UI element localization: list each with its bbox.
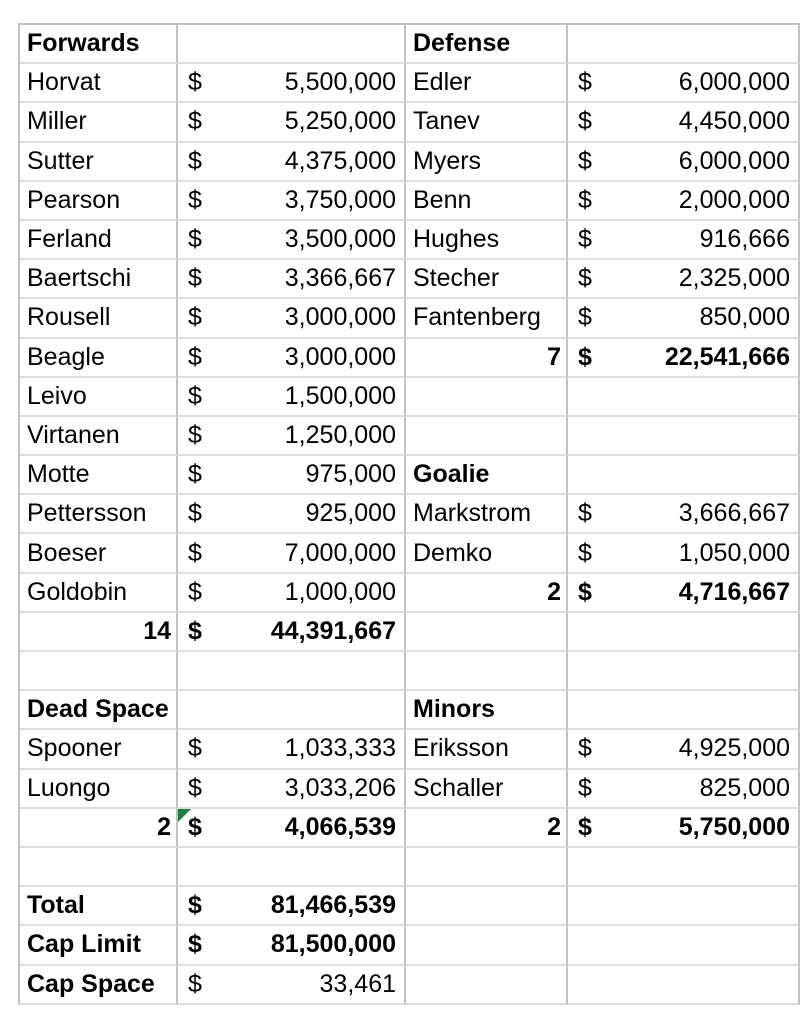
cell-text: Boeser xyxy=(27,538,107,567)
salary-amount: 33,461 xyxy=(319,969,396,998)
player-name-cell[interactable] xyxy=(20,182,178,221)
empty-cell[interactable] xyxy=(568,378,800,417)
player-name-cell[interactable] xyxy=(20,378,178,417)
player-name-cell[interactable] xyxy=(406,534,568,573)
cell-text: Dead Space xyxy=(27,695,169,724)
currency-symbol: $ xyxy=(578,107,592,136)
cell-text: Ferland xyxy=(27,225,112,254)
player-name-cell[interactable] xyxy=(406,143,568,182)
player-name-cell[interactable] xyxy=(406,182,568,221)
salary-amount: 916,666 xyxy=(699,225,790,254)
currency-symbol: $ xyxy=(578,68,592,97)
player-name-cell[interactable] xyxy=(20,221,178,260)
empty-cell[interactable] xyxy=(20,652,178,691)
salary-cell[interactable] xyxy=(178,574,406,613)
cell-text: Miller xyxy=(27,107,87,136)
cell-text: Motte xyxy=(27,460,90,489)
salary-amount: 3,500,000 xyxy=(284,225,396,254)
salary-cell[interactable] xyxy=(178,417,406,456)
salary-amount: 3,000,000 xyxy=(284,303,396,332)
empty-cell[interactable] xyxy=(406,848,568,887)
salary-amount: 81,500,000 xyxy=(270,930,396,959)
salary-amount: 1,500,000 xyxy=(284,381,396,410)
salary-cell[interactable] xyxy=(178,809,406,848)
cell-text: Edler xyxy=(413,68,472,97)
salary-cell[interactable] xyxy=(178,534,406,573)
currency-symbol: $ xyxy=(188,303,202,332)
currency-symbol: $ xyxy=(188,930,202,959)
salary-cell[interactable] xyxy=(178,103,406,142)
empty-cell[interactable] xyxy=(178,691,406,730)
empty-cell[interactable] xyxy=(568,456,800,495)
currency-symbol: $ xyxy=(188,460,202,489)
empty-cell[interactable] xyxy=(568,25,800,64)
section-header-cell[interactable] xyxy=(20,887,178,926)
salary-cell[interactable] xyxy=(178,495,406,534)
count-value: 2 xyxy=(547,577,561,606)
cell-text: Minors xyxy=(413,695,495,724)
salary-cell[interactable] xyxy=(178,613,406,652)
player-name-cell[interactable] xyxy=(20,260,178,299)
currency-symbol: $ xyxy=(188,68,202,97)
cell-text: Myers xyxy=(413,146,482,175)
salary-amount: 2,325,000 xyxy=(678,264,790,293)
currency-symbol: $ xyxy=(188,420,202,449)
salary-amount: 5,250,000 xyxy=(284,107,396,136)
salary-cell[interactable] xyxy=(178,339,406,378)
salary-amount: 4,375,000 xyxy=(284,146,396,175)
currency-symbol: $ xyxy=(578,577,592,606)
player-name-cell[interactable] xyxy=(406,770,568,809)
currency-symbol: $ xyxy=(578,538,592,567)
salary-amount: 850,000 xyxy=(699,303,790,332)
player-name-cell[interactable] xyxy=(406,103,568,142)
salary-amount: 7,000,000 xyxy=(284,538,396,567)
cell-text: Total xyxy=(27,891,85,920)
count-value: 7 xyxy=(547,342,561,371)
player-name-cell[interactable] xyxy=(20,103,178,142)
currency-symbol: $ xyxy=(188,499,202,528)
player-name-cell[interactable] xyxy=(20,456,178,495)
empty-cell[interactable] xyxy=(568,691,800,730)
salary-cell[interactable] xyxy=(178,299,406,338)
player-name-cell[interactable] xyxy=(406,260,568,299)
player-name-cell[interactable] xyxy=(406,730,568,769)
salary-cell[interactable] xyxy=(568,64,800,103)
cell-text: Markstrom xyxy=(413,499,532,528)
salary-cap-sheet xyxy=(18,23,800,1005)
count-total-cell[interactable] xyxy=(406,574,568,613)
currency-symbol: $ xyxy=(188,225,202,254)
currency-symbol: $ xyxy=(188,734,202,763)
salary-amount: 44,391,667 xyxy=(270,616,396,645)
salary-cell[interactable] xyxy=(568,770,800,809)
section-header-cell[interactable] xyxy=(406,691,568,730)
currency-symbol: $ xyxy=(188,969,202,998)
salary-amount: 5,750,000 xyxy=(678,812,790,841)
salary-cell[interactable] xyxy=(178,966,406,1005)
salary-cell[interactable] xyxy=(568,574,800,613)
cell-text: Hughes xyxy=(413,225,500,254)
cell-text: Beagle xyxy=(27,342,105,371)
salary-amount: 1,050,000 xyxy=(678,538,790,567)
currency-symbol: $ xyxy=(188,185,202,214)
empty-cell[interactable] xyxy=(178,848,406,887)
section-header-cell[interactable] xyxy=(20,966,178,1005)
salary-cell[interactable] xyxy=(568,299,800,338)
salary-amount: 81,466,539 xyxy=(270,891,396,920)
player-name-cell[interactable] xyxy=(20,64,178,103)
currency-symbol: $ xyxy=(578,773,592,802)
currency-symbol: $ xyxy=(578,342,592,371)
currency-symbol: $ xyxy=(578,734,592,763)
cell-text: Pettersson xyxy=(27,499,147,528)
empty-cell[interactable] xyxy=(406,966,568,1005)
salary-amount: 3,366,667 xyxy=(284,264,396,293)
salary-amount: 825,000 xyxy=(699,773,790,802)
salary-cell[interactable] xyxy=(568,103,800,142)
salary-amount: 1,250,000 xyxy=(284,420,396,449)
cell-text: Schaller xyxy=(413,773,504,802)
count-total-cell[interactable] xyxy=(20,809,178,848)
empty-cell[interactable] xyxy=(178,25,406,64)
cell-text: Goalie xyxy=(413,460,490,489)
salary-cell[interactable] xyxy=(178,143,406,182)
player-name-cell[interactable] xyxy=(20,417,178,456)
empty-cell[interactable] xyxy=(406,613,568,652)
empty-cell[interactable] xyxy=(406,926,568,965)
count-value: 2 xyxy=(157,812,171,841)
salary-amount: 4,066,539 xyxy=(284,812,396,841)
currency-symbol: $ xyxy=(188,812,202,841)
cell-text: Cap Space xyxy=(27,969,155,998)
salary-amount: 3,750,000 xyxy=(284,185,396,214)
section-header-cell[interactable] xyxy=(406,456,568,495)
salary-cell[interactable] xyxy=(568,495,800,534)
player-name-cell[interactable] xyxy=(406,495,568,534)
cell-text: Demko xyxy=(413,538,493,567)
cell-text: Forwards xyxy=(27,29,140,58)
currency-symbol: $ xyxy=(188,107,202,136)
player-name-cell[interactable] xyxy=(20,495,178,534)
empty-cell[interactable] xyxy=(568,417,800,456)
empty-cell[interactable] xyxy=(406,378,568,417)
salary-amount: 4,716,667 xyxy=(678,577,790,606)
currency-symbol: $ xyxy=(578,264,592,293)
cell-text: Fantenberg xyxy=(413,303,541,332)
salary-cell[interactable] xyxy=(568,809,800,848)
salary-amount: 5,500,000 xyxy=(284,68,396,97)
currency-symbol: $ xyxy=(578,225,592,254)
currency-symbol: $ xyxy=(188,342,202,371)
salary-amount: 4,925,000 xyxy=(678,734,790,763)
section-header-cell[interactable] xyxy=(406,25,568,64)
empty-cell[interactable] xyxy=(568,848,800,887)
spreadsheet-grid xyxy=(18,23,800,1005)
currency-symbol: $ xyxy=(578,499,592,528)
currency-symbol: $ xyxy=(578,146,592,175)
salary-cell[interactable] xyxy=(178,221,406,260)
section-header-cell[interactable] xyxy=(20,926,178,965)
salary-amount: 1,000,000 xyxy=(284,577,396,606)
salary-amount: 3,000,000 xyxy=(284,342,396,371)
player-name-cell[interactable] xyxy=(20,299,178,338)
salary-cell[interactable] xyxy=(178,730,406,769)
currency-symbol: $ xyxy=(188,146,202,175)
cell-text: Pearson xyxy=(27,185,121,214)
cell-text: Defense xyxy=(413,29,511,58)
cell-text: Sutter xyxy=(27,146,94,175)
currency-symbol: $ xyxy=(188,616,202,645)
player-name-cell[interactable] xyxy=(406,221,568,260)
player-name-cell[interactable] xyxy=(406,64,568,103)
count-total-cell[interactable] xyxy=(20,613,178,652)
salary-amount: 3,666,667 xyxy=(678,499,790,528)
currency-symbol: $ xyxy=(188,773,202,802)
empty-cell[interactable] xyxy=(568,887,800,926)
section-header-cell[interactable] xyxy=(20,25,178,64)
empty-cell[interactable] xyxy=(406,887,568,926)
salary-cell[interactable] xyxy=(178,182,406,221)
currency-symbol: $ xyxy=(188,538,202,567)
salary-cell[interactable] xyxy=(178,378,406,417)
salary-cell[interactable] xyxy=(568,260,800,299)
currency-symbol: $ xyxy=(188,264,202,293)
salary-amount: 975,000 xyxy=(305,460,396,489)
player-name-cell[interactable] xyxy=(20,574,178,613)
empty-cell[interactable] xyxy=(406,417,568,456)
cell-text: Stecher xyxy=(413,264,500,293)
salary-cell[interactable] xyxy=(178,770,406,809)
cell-text: Luongo xyxy=(27,773,111,802)
player-name-cell[interactable] xyxy=(20,770,178,809)
currency-symbol: $ xyxy=(188,891,202,920)
player-name-cell[interactable] xyxy=(20,730,178,769)
currency-symbol: $ xyxy=(188,381,202,410)
cell-text: Horvat xyxy=(27,68,101,97)
salary-amount: 6,000,000 xyxy=(678,146,790,175)
empty-cell[interactable] xyxy=(568,926,800,965)
cell-text: Benn xyxy=(413,185,472,214)
cell-text: Goldobin xyxy=(27,577,128,606)
player-name-cell[interactable] xyxy=(406,299,568,338)
salary-amount: 2,000,000 xyxy=(678,185,790,214)
count-total-cell[interactable] xyxy=(406,809,568,848)
salary-cell[interactable] xyxy=(178,64,406,103)
cell-text: Baertschi xyxy=(27,264,132,293)
cell-text: Spooner xyxy=(27,734,122,763)
count-value: 2 xyxy=(547,812,561,841)
cell-text: Tanev xyxy=(413,107,480,136)
player-name-cell[interactable] xyxy=(20,339,178,378)
salary-cell[interactable] xyxy=(568,730,800,769)
empty-cell[interactable] xyxy=(178,652,406,691)
currency-symbol: $ xyxy=(578,812,592,841)
section-header-cell[interactable] xyxy=(20,691,178,730)
player-name-cell[interactable] xyxy=(20,534,178,573)
empty-cell[interactable] xyxy=(568,613,800,652)
salary-cell[interactable] xyxy=(568,534,800,573)
cell-text: Virtanen xyxy=(27,420,120,449)
empty-cell[interactable] xyxy=(20,848,178,887)
empty-cell[interactable] xyxy=(568,966,800,1005)
salary-amount: 1,033,333 xyxy=(284,734,396,763)
salary-amount: 22,541,666 xyxy=(664,342,790,371)
error-flag-icon xyxy=(178,809,191,822)
cell-text: Eriksson xyxy=(413,734,509,763)
salary-cell[interactable] xyxy=(178,887,406,926)
salary-cell[interactable] xyxy=(178,260,406,299)
salary-amount: 6,000,000 xyxy=(678,68,790,97)
count-value: 14 xyxy=(143,616,171,645)
currency-symbol: $ xyxy=(578,303,592,332)
cell-text: Leivo xyxy=(27,381,87,410)
salary-amount: 3,033,206 xyxy=(284,773,396,802)
salary-amount: 4,450,000 xyxy=(678,107,790,136)
salary-amount: 925,000 xyxy=(305,499,396,528)
cell-text: Cap Limit xyxy=(27,930,141,959)
salary-cell[interactable] xyxy=(568,339,800,378)
salary-cell[interactable] xyxy=(568,221,800,260)
count-total-cell[interactable] xyxy=(406,339,568,378)
cell-text: Rousell xyxy=(27,303,111,332)
player-name-cell[interactable] xyxy=(20,143,178,182)
currency-symbol: $ xyxy=(188,577,202,606)
salary-cell[interactable] xyxy=(178,926,406,965)
empty-cell[interactable] xyxy=(568,652,800,691)
currency-symbol: $ xyxy=(578,185,592,214)
empty-cell[interactable] xyxy=(406,652,568,691)
salary-cell[interactable] xyxy=(568,182,800,221)
salary-cell[interactable] xyxy=(568,143,800,182)
salary-cell[interactable] xyxy=(178,456,406,495)
